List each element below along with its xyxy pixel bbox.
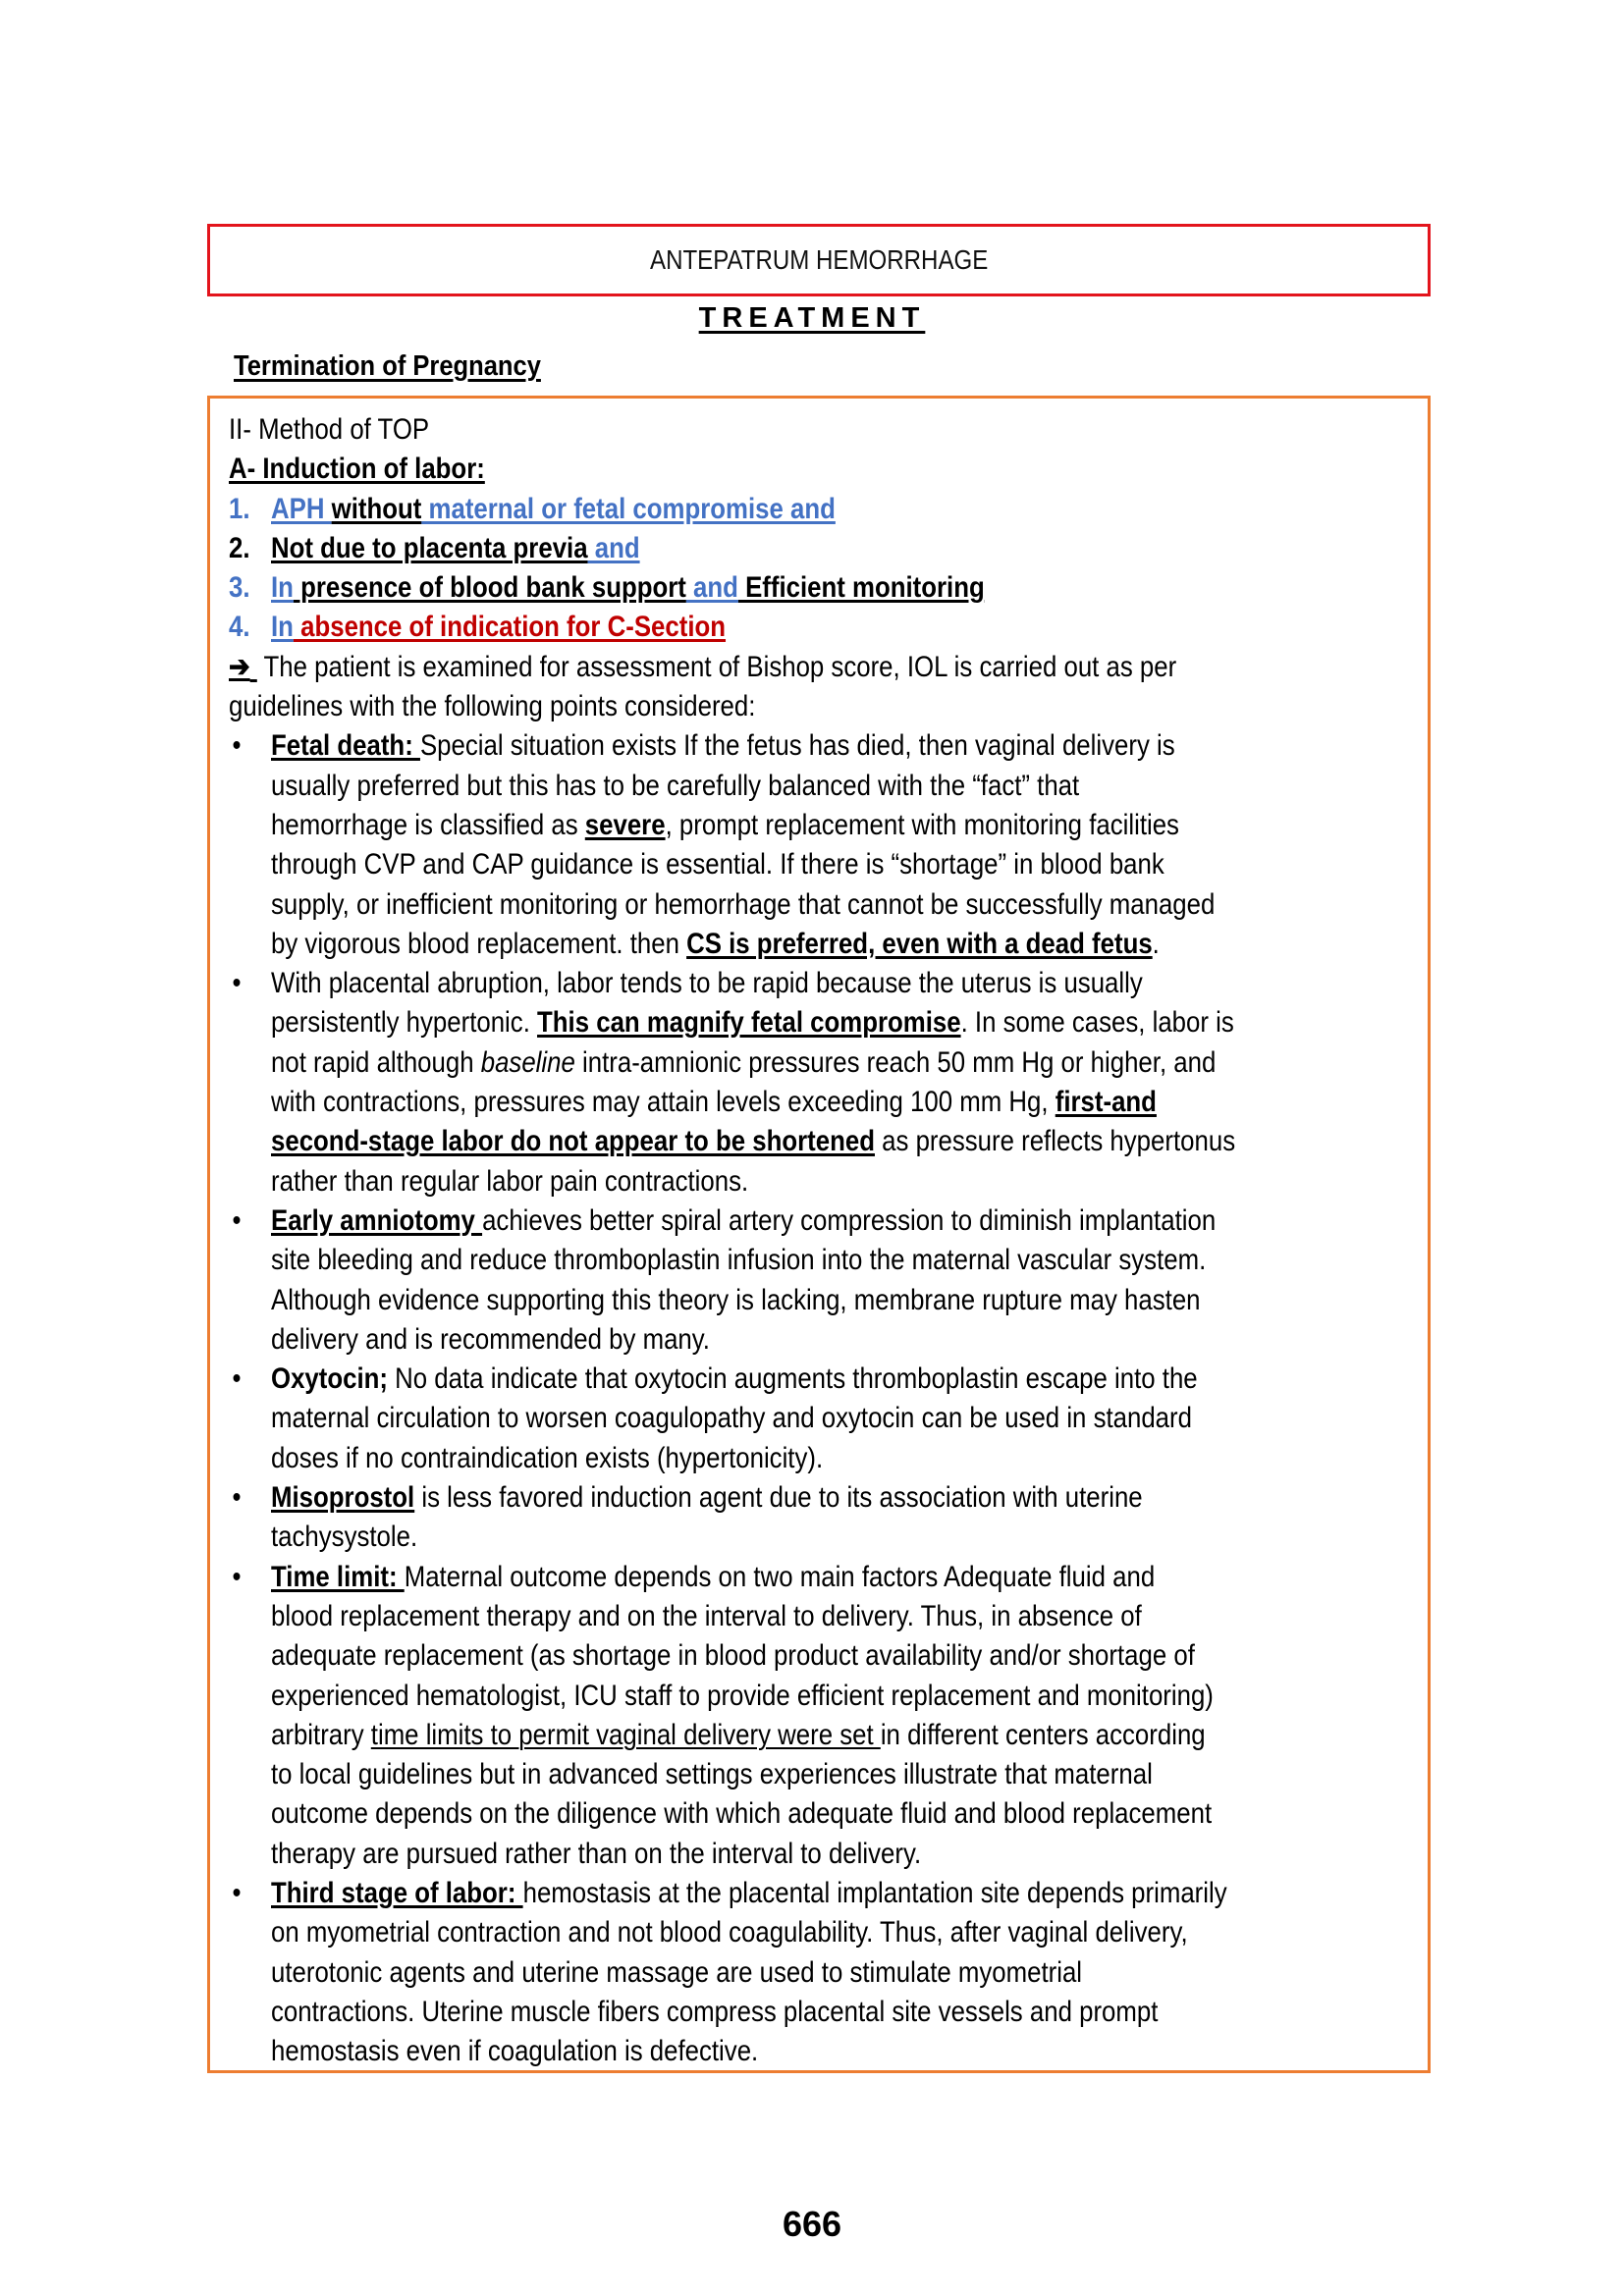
bullet-item-oxytocin — [229, 1360, 1417, 1478]
bullet-text: outcome depends on the diligence with which adequate fluid and blood replacement — [271, 1797, 1213, 1831]
intro-text: The patient is examined for assessment of Bishop score, IOL is carried out as per — [256, 650, 1177, 683]
bullet-text: , prompt replacement with monitoring facilities — [665, 808, 1179, 841]
condition-text: maternal or fetal compromise and — [421, 492, 836, 525]
method-heading: II- Method of TOP — [229, 413, 430, 446]
bullet-label: Fetal death: — [271, 729, 420, 763]
condition-number: 2. — [229, 531, 250, 564]
subsection-heading: Termination of Pregnancy — [234, 350, 541, 382]
condition-item-3 — [229, 568, 1417, 608]
bullet-text: hemorrhage is classified as — [271, 808, 585, 841]
title-box — [207, 224, 1431, 296]
bullet-text: site bleeding and reduce thromboplastin infusion into the maternal vascular system. — [271, 1244, 1207, 1277]
bullet-text: uterotonic agents and uterine massage are used to stimulate myometrial — [271, 1955, 1083, 1989]
bullet-text: usually preferred but this has to be carefully balanced with the “fact” that — [271, 769, 1080, 802]
condition-number: 3. — [229, 571, 250, 605]
bullet-text: supply, or inefficient monitoring or hemorrhage that cannot be successfully managed — [271, 887, 1216, 921]
bullet-icon: • — [232, 729, 242, 763]
condition-text: without — [331, 492, 422, 525]
condition-item-2 — [229, 529, 1417, 568]
condition-text: In — [271, 611, 294, 644]
emphasis-text: second-stage labor do not appear to be shortened — [271, 1125, 875, 1158]
intro-paragraph-cont: guidelines with the following points considered: — [229, 690, 756, 723]
underlined-text: time limits to permit vaginal delivery were set — [370, 1718, 881, 1751]
condition-text: Not due to placenta previa — [271, 531, 588, 564]
bullet-text: Special situation exists If the fetus has died, then vaginal delivery is — [419, 729, 1175, 763]
induction-heading — [229, 450, 1417, 489]
bullet-text: not rapid although — [271, 1045, 481, 1079]
condition-text: and — [685, 571, 738, 605]
bullet-text: Although evidence supporting this theory is lacking, membrane rupture may hasten — [271, 1283, 1201, 1316]
bullet-item-fetal-death — [229, 726, 1417, 964]
bullet-item-third-stage — [229, 1874, 1417, 2071]
emphasis-text: CS is preferred, even with a dead fetus — [686, 927, 1153, 960]
condition-text: Efficient monitoring — [737, 571, 985, 605]
bullet-icon: • — [232, 967, 242, 1000]
bullet-text: . — [1152, 927, 1160, 960]
page-number: 666 — [782, 2204, 842, 2244]
bullet-text: with contractions, pressures may attain levels exceeding 100 mm Hg, — [271, 1086, 1056, 1119]
condition-text: presence of blood bank support — [293, 571, 686, 605]
bullet-text: adequate replacement (as shortage in blood product availability and/or shortage of — [271, 1639, 1195, 1673]
induction-heading-text: A- Induction of labor: — [229, 453, 485, 486]
bullet-text: contractions. Uterine muscle fibers compress placental site vessels and prompt — [271, 1995, 1159, 2028]
bullet-text: is less favored induction agent due to its association with uterine — [414, 1481, 1143, 1515]
bullet-icon: • — [232, 1876, 242, 1909]
bullet-text: through CVP and CAP guidance is essential. If there is “shortage” in blood bank — [271, 848, 1164, 881]
bullet-label: Third stage of labor: — [271, 1876, 523, 1909]
intro-paragraph — [229, 648, 1417, 687]
condition-number: 4. — [229, 611, 250, 644]
condition-text: APH — [271, 492, 332, 525]
condition-text: absence of indication for C-Section — [293, 611, 727, 644]
bullet-item-placental-abruption — [229, 964, 1417, 1201]
italic-text: baseline — [480, 1045, 575, 1079]
bullet-text: to local guidelines but in advanced settings experiences illustrate that maternal — [271, 1758, 1153, 1791]
bullet-text: delivery and is recommended by many. — [271, 1322, 710, 1356]
bullet-label: Time limit: — [271, 1560, 405, 1593]
bullet-text: No data indicate that oxytocin augments thromboplastin escape into the — [387, 1362, 1198, 1396]
treatment-heading: TREATMENT — [698, 302, 926, 334]
emphasis-text: first-and — [1055, 1086, 1157, 1119]
bullet-text: blood replacement therapy and on the interval to delivery. Thus, in absence of — [271, 1599, 1142, 1632]
bullet-text: achieves better spiral artery compression to diminish implantation — [482, 1203, 1217, 1237]
bullet-icon: • — [232, 1560, 242, 1593]
bullet-text: rather than regular labor pain contractions. — [271, 1164, 749, 1198]
bullet-icon: • — [232, 1481, 242, 1515]
emphasis-text: This can magnify fetal compromise — [537, 1006, 961, 1040]
bullet-text: intra-amnionic pressures reach 50 mm Hg or higher, and — [574, 1045, 1217, 1079]
bullet-text: by vigorous blood replacement. then — [271, 927, 687, 960]
content-body — [229, 410, 1417, 2071]
arrow-right-icon: ➔ — [229, 650, 250, 683]
bullet-label: Misoprostol — [271, 1481, 415, 1515]
condition-item-1 — [229, 490, 1417, 529]
bullet-text: arbitrary — [271, 1718, 371, 1751]
bullet-text: therapy are pursued rather than on the interval to delivery. — [271, 1837, 922, 1870]
bullet-item-early-amniotomy — [229, 1201, 1417, 1360]
bullet-text: tachysystole. — [271, 1521, 418, 1554]
bullet-label: Oxytocin; — [271, 1362, 388, 1396]
bullet-text: as pressure reflects hypertonus — [874, 1125, 1236, 1158]
bullet-text: With placental abruption, labor tends to be rapid because the uterus is usually — [271, 967, 1143, 1000]
emphasis-text: severe — [584, 808, 666, 841]
bullet-item-time-limit — [229, 1558, 1417, 1874]
bullet-item-misoprostol — [229, 1478, 1417, 1558]
condition-number: 1. — [229, 492, 250, 525]
bullet-text: hemostasis at the placental implantation site depends primarily — [522, 1876, 1227, 1909]
bullet-text: in different centers according — [880, 1718, 1206, 1751]
bullet-text: Maternal outcome depends on two main factors Adequate fluid and — [404, 1560, 1156, 1593]
bullet-text: doses if no contraindication exists (hypertonicity). — [271, 1441, 824, 1474]
bullet-text: . In some cases, labor is — [960, 1006, 1234, 1040]
condition-text: In — [271, 571, 294, 605]
section-heading — [0, 302, 1624, 335]
bullet-text: persistently hypertonic. — [271, 1006, 538, 1040]
condition-item-4 — [229, 608, 1417, 647]
bullet-text: maternal circulation to worsen coagulopathy and oxytocin can be used in standard — [271, 1402, 1192, 1435]
document-title: ANTEPATRUM HEMORRHAGE — [649, 244, 989, 275]
bullet-text: hemostasis even if coagulation is defective. — [271, 2035, 759, 2068]
bullet-text: experienced hematologist, ICU staff to provide efficient replacement and monitoring) — [271, 1679, 1214, 1712]
bullet-label: Early amniotomy — [271, 1203, 483, 1237]
bullet-icon: • — [232, 1203, 242, 1237]
bullet-icon: • — [232, 1362, 242, 1396]
condition-text: and — [587, 531, 640, 564]
bullet-text: on myometrial contraction and not blood coagulability. Thus, after vaginal delivery, — [271, 1916, 1188, 1949]
